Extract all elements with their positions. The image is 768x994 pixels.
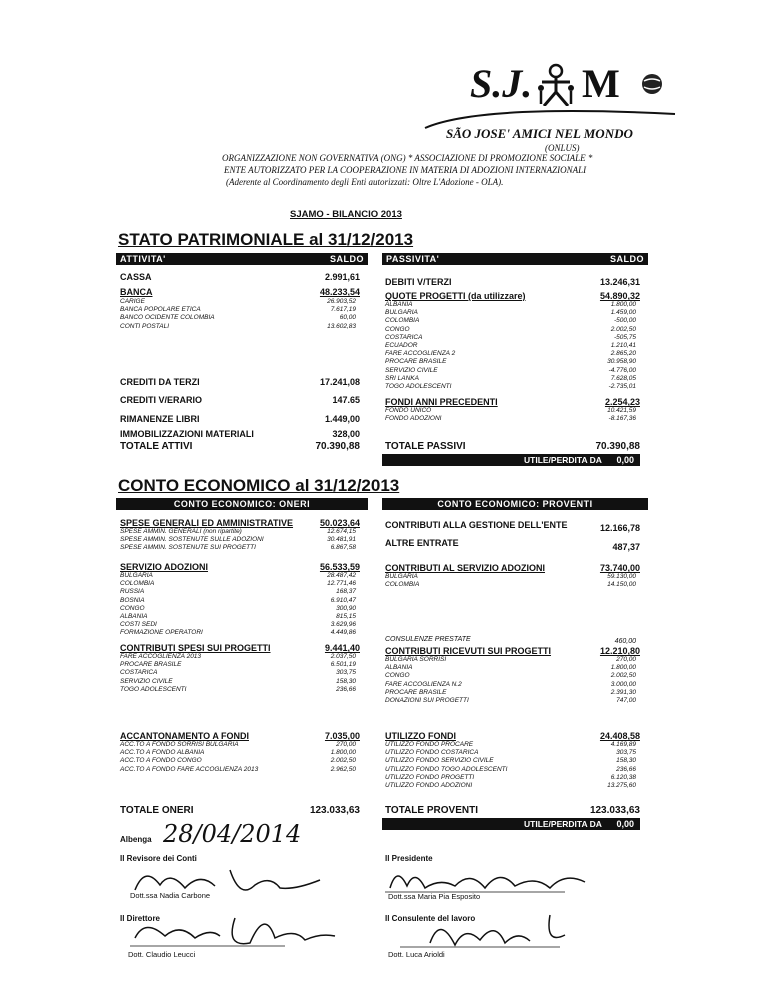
list-item: COLOMBIA (120, 580, 155, 588)
list-value: 236,66 (616, 765, 636, 773)
list-item: SPESE AMMIN. SOSTENUTE SUI PROGETTI (120, 544, 256, 552)
tot-att-label: TOTALE ATTIVI (120, 441, 193, 452)
list-item: FARE ACCOGLIENZA N.2 (385, 680, 462, 688)
place-label: Albenga (120, 835, 152, 844)
list-value: 30.481,91 (327, 536, 356, 544)
list-item: SPESE AMMIN. GENERALI (non ripartite) (120, 528, 242, 535)
list-item: BANCA POPOLARE ETICA (120, 306, 201, 314)
list-item: PROCARE BRASILE (120, 661, 182, 669)
list-value: 4.449,86 (330, 629, 356, 637)
list-item: SERVIZIO CIVILE (385, 366, 438, 374)
list-value: 2.002,50 (610, 672, 636, 680)
list-item: ACC.TO A FONDO FARE ACCOGLIENZA 2013 (120, 765, 259, 773)
sp-title: STATO PATRIMONIALE al 31/12/2013 (118, 230, 414, 249)
list-value: 303,75 (616, 749, 636, 757)
immob-label: IMMOBILIZZAZIONI MATERIALI (120, 429, 254, 439)
list-value: 13.275,60 (607, 782, 636, 790)
header-label: PASSIVITA' (386, 254, 440, 264)
crediti-terzi-value: 17.241,08 (319, 377, 360, 387)
list-value: 12.771,46 (327, 580, 356, 588)
debiti-label: DEBITI V/TERZI (385, 277, 452, 287)
contrib-label: CONTRIBUTI SPESI SUI PROGETTI (120, 643, 271, 653)
tot-att-value: 70.390,88 (315, 441, 360, 452)
consulente-signature (400, 905, 600, 955)
list-item: FONDO ADOZIONI (385, 415, 442, 423)
list-value: 14.150,00 (607, 581, 636, 589)
list-value: 303,75 (336, 669, 356, 677)
servizio-value: 56.533,59 (319, 562, 360, 572)
list-item: ALBANIA (385, 301, 413, 308)
list-item: UTILIZZO FONDO PROGETTI (385, 773, 475, 781)
list-item: BOSNIA (120, 596, 145, 604)
ce-header-right (382, 498, 648, 510)
fondi-items (385, 407, 441, 423)
list-value: 1.210,41 (610, 342, 636, 350)
list-item: COLOMBIA (385, 581, 420, 589)
list-value: 26.903,52 (327, 298, 356, 305)
list-value: 158,30 (336, 677, 356, 685)
list-item: COSTI SEDI (120, 621, 157, 629)
list-item: FARE ACCOGLIENZA 2013 (120, 653, 202, 660)
list-item: ACC.TO A FONDO CONGO (120, 757, 202, 765)
direttore-label: Il Direttore (120, 914, 161, 923)
r5-value: 12.210,80 (599, 646, 640, 656)
list-item: UTILIZZO FONDO SERVIZIO CIVILE (385, 757, 494, 765)
list-item: COLOMBIA (385, 317, 420, 325)
list-item: CONGO (120, 604, 145, 612)
ce-title: CONTO ECONOMICO al 31/12/2013 (118, 476, 400, 495)
list-value: -8.167,36 (608, 415, 636, 423)
list-item: FORMAZIONE OPERATORI (120, 629, 203, 637)
list-value: 300,90 (336, 604, 356, 612)
list-value: 1.800,00 (610, 664, 636, 672)
header-label: CONTO ECONOMICO: ONERI (173, 499, 311, 509)
sp-header-right (382, 253, 648, 265)
fondi-value: 2.254,23 (604, 397, 640, 407)
direttore-signature (125, 898, 345, 958)
logo-text: S.J. (470, 61, 533, 106)
list-value: 168,37 (336, 588, 356, 596)
list-value: 59.130,00 (607, 573, 636, 580)
r3-value: 73.740,00 (599, 563, 640, 573)
r5-label: CONTRIBUTI RICEVUTI SUI PROGETTI (385, 646, 552, 656)
crediti-erario-value: 147.65 (332, 395, 360, 405)
globe-icon (640, 72, 664, 96)
list-item: TOGO ADOLESCENTI (120, 685, 187, 693)
list-value: -2.735,01 (608, 383, 636, 391)
list-item: FONDO UNICO (385, 407, 432, 414)
tot-prov-value: 123.033,63 (589, 805, 640, 816)
list-value: 270,00 (336, 741, 356, 748)
list-item: ALBANIA (120, 613, 148, 621)
list-item: CONGO (385, 325, 410, 333)
list-item: ACC.TO A FONDO SORRISI BULGARIA (120, 741, 239, 748)
list-value: 3.629,96 (330, 621, 356, 629)
list-value: 60,00 (339, 314, 356, 322)
servizio-vals (296, 572, 356, 638)
cassa-value: 2.991,61 (324, 272, 360, 282)
sp-header-left (116, 253, 368, 265)
org-line3: (Aderente al Coordinamento degli Enti autorizzati: Oltre L'Adozione - OLA). (226, 177, 504, 187)
list-item: CARIGE (120, 298, 145, 305)
revisore-name: Dott.ssa Nadia Carbone (130, 891, 211, 900)
banca-label: BANCA (120, 287, 153, 297)
r3-label: CONTRIBUTI AL SERVIZIO ADOZIONI (385, 563, 546, 573)
header-value: SALDO (610, 254, 644, 264)
list-item: ECUADOR (385, 342, 418, 350)
org-line2: ENTE AUTORIZZATO PER LA COOPERAZIONE IN MATERIA DI ADOZIONI INTERNAZIONALI (224, 165, 587, 175)
consulente-label: Il Consulente del lavoro (385, 914, 476, 923)
list-value: 3.000,00 (610, 680, 636, 688)
utile-label: UTILE/PERDITA DA BILANCIO (524, 819, 602, 841)
quote-value: 54.890,32 (599, 291, 640, 301)
logo-text-m: M (582, 61, 620, 106)
list-item: BULGARIA SORRISI (385, 656, 447, 663)
list-value: 2.962,50 (330, 765, 356, 773)
quote-vals (570, 301, 636, 391)
list-item: BANCO OCIDENTE COLOMBIA (120, 314, 215, 322)
list-value: 12.674,15 (327, 528, 356, 535)
accant-value: 7.035,00 (324, 731, 360, 741)
spese-label: SPESE GENERALI ED AMMINISTRATIVE (120, 518, 294, 528)
org-line1: ORGANIZZAZIONE NON GOVERNATIVA (ONG) * ASSOCIAZIONE DI PROMOZIONE SOCIALE * (222, 153, 593, 163)
list-value: 2.865,20 (610, 350, 636, 358)
utile-value: 0,00 (616, 455, 634, 465)
contrib-vals (296, 653, 356, 694)
list-item: SRI LANKA (385, 374, 419, 382)
crediti-terzi-label: CREDITI DA TERZI (120, 377, 200, 387)
handwritten-date: 28/04/2014 (163, 820, 302, 848)
list-value: 10.421,59 (607, 407, 636, 414)
list-value: 747,00 (616, 697, 636, 705)
r2-value: 487,37 (612, 542, 640, 552)
list-value: 6.867,58 (330, 544, 356, 552)
list-item: CONGO (385, 672, 410, 680)
list-item: BULGARIA (385, 309, 418, 317)
ce-header-left (116, 498, 368, 510)
list-value: 1.800,00 (610, 301, 636, 308)
r6-items (385, 741, 507, 790)
tot-pass-value: 70.390,88 (595, 441, 640, 452)
direttore-name: Dott. Claudio Leucci (128, 950, 196, 959)
list-value: 236,66 (336, 685, 356, 693)
servizio-label: SERVIZIO ADOZIONI (120, 562, 209, 572)
list-value: 2.002,50 (610, 325, 636, 333)
spese-items (120, 528, 264, 553)
list-value: 6.501,19 (330, 661, 356, 669)
list-value: -505,75 (613, 333, 636, 341)
fondi-label: FONDI ANNI PRECEDENTI (385, 397, 498, 407)
r6-vals (576, 741, 636, 790)
list-value: 815,15 (336, 613, 356, 621)
list-value: 158,30 (616, 757, 636, 765)
header-label: ATTIVITA' (120, 254, 166, 264)
banca-items (120, 298, 215, 331)
r5-items (385, 656, 469, 705)
list-value: 4.169,89 (610, 741, 636, 748)
immob-value: 328,00 (332, 429, 360, 439)
presidente-name: Dott.ssa Maria Pia Esposito (388, 892, 481, 901)
list-item: UTILIZZO FONDO PROCARE (385, 741, 474, 748)
ce-utile-bar (382, 818, 640, 841)
list-value: 30.958,90 (607, 358, 636, 366)
list-value: 2.002,50 (330, 757, 356, 765)
crediti-erario-label: CREDITI V/ERARIO (120, 395, 203, 405)
list-value: 7.617,19 (330, 306, 356, 314)
list-item: FARE ACCOGLIENZA 2 (385, 350, 456, 358)
header-label: CONTO ECONOMICO: PROVENTI (437, 499, 593, 509)
r6-label: UTILIZZO FONDI (385, 731, 456, 741)
onlus: (ONLUS) (545, 143, 580, 153)
r4-label: CONSULENZE PRESTATE (385, 636, 471, 643)
rimanenze-value: 1.449,00 (324, 414, 360, 424)
list-item: RUSSIA (120, 588, 145, 596)
list-item: PROCARE BRASILE (385, 358, 447, 366)
banca-value: 48.233,54 (319, 287, 360, 297)
r4-value: 460,00 (614, 638, 636, 645)
fondi-vals (570, 407, 636, 423)
servizio-items (120, 572, 203, 638)
list-item: PROCARE BRASILE (385, 688, 447, 696)
r6-value: 24.408,58 (599, 731, 640, 741)
list-item: CONTI POSTALI (120, 322, 169, 330)
r5-vals (576, 656, 636, 705)
presidente-label: Il Presidente (385, 854, 433, 863)
utile-label: UTILE/PERDITA DA BILANCIO (524, 455, 602, 477)
list-value: 6.120,38 (610, 773, 636, 781)
list-item: SPESE AMMIN. SOSTENUTE SULLE ADOZIONI (120, 536, 264, 544)
doc-title: SJAMO - BILANCIO 2013 (290, 209, 402, 220)
debiti-value: 13.246,31 (599, 277, 640, 287)
list-item: DONAZIONI SUI PROGETTI (385, 697, 469, 705)
org-name: SÃO JOSE' AMICI NEL MONDO (446, 126, 633, 141)
accant-items (120, 741, 258, 774)
accant-label: ACCANTONAMENTO A FONDI (120, 731, 249, 741)
list-value: -500,00 (613, 317, 636, 325)
list-item: BULGARIA (385, 573, 418, 580)
rimanenze-label: RIMANENZE LIBRI (120, 414, 200, 424)
spese-vals (296, 528, 356, 553)
list-value: 1.800,00 (330, 749, 356, 757)
cassa-label: CASSA (120, 272, 152, 282)
utile-value: 0,00 (616, 819, 634, 829)
r1-value: 12.166,78 (599, 523, 640, 533)
list-item: UTILIZZO FONDO ADOZIONI (385, 782, 473, 790)
contrib-value: 9.441,40 (324, 643, 360, 653)
revisore-label: Il Revisore dei Conti (120, 854, 197, 863)
list-value: 270,00 (616, 656, 636, 663)
accant-vals (296, 741, 356, 774)
r2-label: ALTRE ENTRATE (385, 538, 459, 548)
consulente-name: Dott. Luca Arioldi (388, 950, 445, 959)
list-item: ALBANIA (385, 664, 413, 672)
list-value: 28.487,42 (327, 572, 356, 579)
list-value: 6.910,47 (330, 596, 356, 604)
sp-utile-bar (382, 454, 640, 477)
r3-vals (576, 573, 636, 589)
banca-vals (290, 298, 356, 331)
quote-label: QUOTE PROGETTI (da utilizzare) (385, 291, 526, 301)
list-value: 13.602,83 (327, 322, 356, 330)
tot-oneri-label: TOTALE ONERI (120, 805, 194, 816)
list-item: TOGO ADOLESCENTI (385, 383, 452, 391)
list-item: COSTARICA (120, 669, 158, 677)
list-value: 1.459,00 (610, 309, 636, 317)
header-value: SALDO (330, 254, 364, 264)
list-value: -4.776,00 (608, 366, 636, 374)
list-value: 2.037,50 (330, 653, 356, 660)
list-item: BULGARIA (120, 572, 153, 579)
list-value: 2.391,30 (610, 688, 636, 696)
r1-label: CONTRIBUTI ALLA GESTIONE DELL'ENTE (385, 520, 568, 530)
list-value: 7.628,05 (610, 374, 636, 382)
list-item: ACC.TO A FONDO ALBANIA (120, 749, 205, 757)
quote-items (385, 301, 455, 391)
r3-items (385, 573, 419, 589)
tot-oneri-value: 123.033,63 (309, 805, 360, 816)
list-item: SERVIZIO CIVILE (120, 677, 173, 685)
list-item: UTILIZZO FONDO COSTARICA (385, 749, 479, 757)
list-item: COSTARICA (385, 333, 423, 341)
tot-prov-label: TOTALE PROVENTI (385, 805, 478, 816)
list-item: UTILIZZO FONDO TOGO ADOLESCENTI (385, 765, 508, 773)
contrib-items (120, 653, 201, 694)
spese-value: 50.023,64 (319, 518, 360, 528)
tot-pass-label: TOTALE PASSIVI (385, 441, 466, 452)
